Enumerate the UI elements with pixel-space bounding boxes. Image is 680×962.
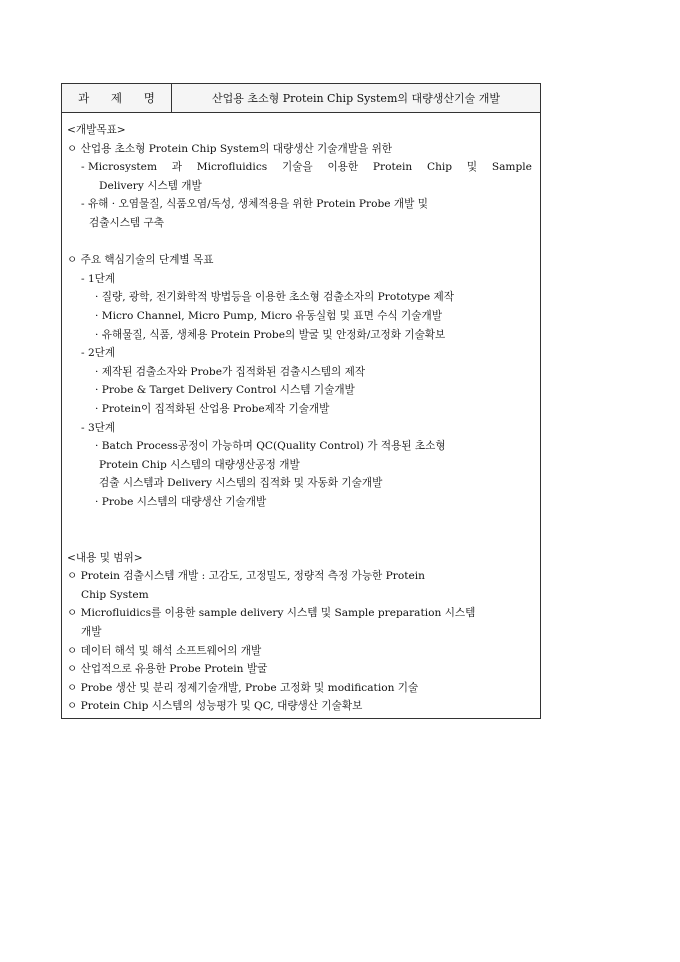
- scope-heading: <내용 및 범위>: [67, 551, 143, 564]
- scope-item: ㅇ Probe 생산 및 분리 정제기술개발, Probe 고정화 및 modification 기술: [67, 681, 419, 694]
- word: 이용한: [327, 161, 359, 174]
- scope-item: ㅇ Microfluidics를 이용한 sample delivery 시스템 및 Sample preparation 시스템: [67, 607, 476, 620]
- stage-1: - 1단계: [81, 272, 116, 285]
- word: 및: [466, 161, 478, 174]
- content-cell: [62, 113, 540, 718]
- word: Protein: [372, 161, 413, 174]
- stage-2-item: · 제작된 검출소자와 Probe가 집적화된 검출시스템의 제작: [95, 365, 366, 378]
- stage-1-item: · Micro Channel, Micro Pump, Micro 유동실험 및 표면 수식 기술개발: [95, 309, 442, 322]
- word: Microfluidics: [196, 161, 268, 174]
- word: 기술을: [281, 161, 313, 174]
- scope-item: ㅇ 데이터 해석 및 해석 소프트웨어의 개발: [67, 644, 262, 657]
- stage-3-item: · Probe 시스템의 대량생산 기술개발: [95, 495, 267, 508]
- stage-1-item: · 유해물질, 식품, 생체용 Protein Probe의 발굴 및 안정화/고정화 기술확보: [95, 328, 446, 341]
- goal-item: ㅇ 산업용 초소형 Protein Chip System의 대량생산 기술개발을 위한: [67, 142, 393, 155]
- scope-item-cont: Chip System: [81, 588, 149, 601]
- stage-2-item: · Probe & Target Delivery Control 시스템 기술개발: [95, 384, 355, 397]
- goal-subitem: - 유해 · 오염물질, 식품오염/독성, 생체적용을 위한 Protein Probe 개발 및: [81, 198, 428, 211]
- scope-item: ㅇ Protein Chip 시스템의 성능평가 및 QC, 대량생산 기술확보: [67, 700, 363, 713]
- stage-3-item: · Batch Process공정이 가능하며 QC(Quality Control) 가 적용된 초소형: [95, 440, 446, 453]
- goal-subitem-cont: Delivery 시스템 개발: [99, 179, 202, 192]
- project-summary-table: [61, 83, 541, 719]
- scope-item: ㅇ Protein 검출시스템 개발 : 고감도, 고정밀도, 정량적 측정 가능한 Protein: [67, 570, 425, 583]
- word: - Microsystem: [81, 161, 157, 174]
- project-title: 산업용 초소형 Protein Chip System의 대량생산기술 개발: [212, 92, 500, 105]
- goal-item: ㅇ 주요 핵심기술의 단계별 목표: [67, 254, 214, 267]
- scope-item-cont: 개발: [81, 626, 102, 639]
- word: 과: [171, 161, 182, 174]
- stage-1-item: · 질량, 광학, 전기화학적 방법등을 이용한 초소형 검출소자의 Prototype 제작: [95, 291, 454, 304]
- stage-3: - 3단계: [81, 421, 116, 434]
- goal-subitem-justified: [67, 158, 534, 177]
- stage-2: - 2단계: [81, 347, 116, 360]
- title-row: [62, 84, 540, 113]
- scope-item: ㅇ 산업적으로 유용한 Probe Protein 발굴: [67, 663, 268, 676]
- stage-3-item-cont: Protein Chip 시스템의 대량생산공정 개발: [99, 458, 300, 471]
- goal-subitem-cont: 검출시스템 구축: [89, 216, 165, 229]
- stage-2-item: · Protein이 집적화된 산업용 Probe제작 기술개발: [95, 402, 330, 415]
- word: Sample: [491, 161, 532, 174]
- word: Chip: [426, 161, 453, 174]
- goals-heading: <개발목표>: [67, 124, 126, 136]
- project-name-label: 과 제 명: [62, 84, 172, 112]
- stage-3-item-cont: 검출 시스템과 Delivery 시스템의 집적화 및 자동화 기술개발: [99, 477, 383, 490]
